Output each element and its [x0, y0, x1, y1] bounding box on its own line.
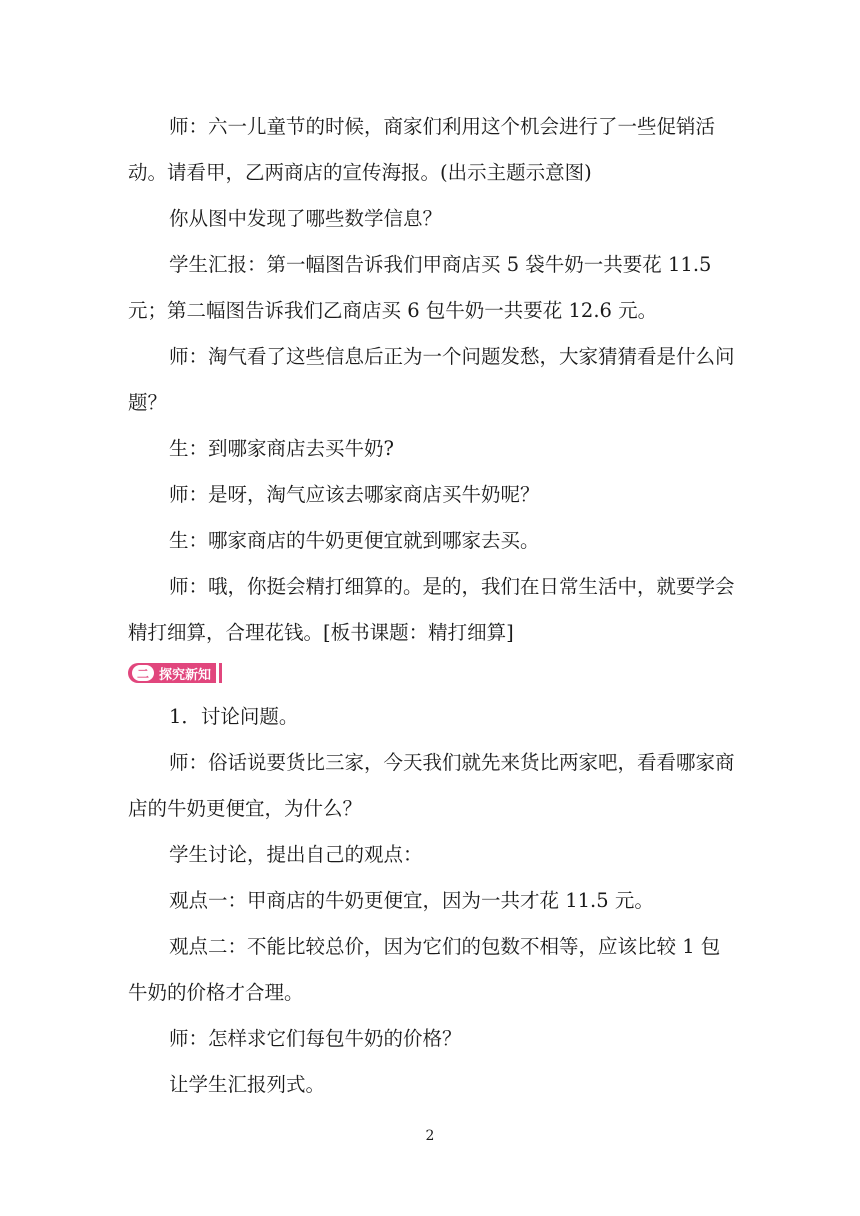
paragraph: 学生汇报：第一幅图告诉我们甲商店买 5 袋牛奶一共要花 11.5 元；第二幅图告诉我们乙商店买 6 包牛奶一共要花 12.6 元。: [128, 253, 712, 322]
section-badge: [128, 663, 216, 683]
paragraph: 1．讨论问题。: [169, 705, 299, 728]
paragraph: 师：六一儿童节的时候，商家们利用这个机会进行了一些促销活动。请看甲，乙两商店的宣传海报。(出示主题示意图): [128, 115, 716, 184]
section-heading: [128, 658, 738, 688]
paragraph: 师：淘气看了这些信息后正为一个问题发愁，大家猜猜看是什么问题？: [128, 345, 735, 414]
paragraph: 师：怎样求它们每包牛奶的价格？: [169, 1027, 462, 1050]
section-divider-bar: [219, 663, 222, 683]
paragraph: 师：俗话说要货比三家，今天我们就先来货比两家吧，看看哪家商店的牛奶更便宜，为什么？: [128, 751, 735, 820]
paragraph: 学生讨论，提出自己的观点：: [169, 843, 423, 866]
section-number: 二: [132, 665, 154, 681]
paragraph: 生：到哪家商店去买牛奶?: [169, 437, 394, 460]
document-body: [128, 104, 738, 1108]
paragraph: 师：是呀，淘气应该去哪家商店买牛奶呢？: [169, 483, 540, 506]
page-number: 2: [425, 1128, 435, 1144]
paragraph: 观点一：甲商店的牛奶更便宜，因为一共才花 11.5 元。: [169, 889, 654, 912]
paragraph: 你从图中发现了哪些数学信息？: [169, 207, 443, 230]
paragraph: 师：哦，你挺会精打细算的。是的，我们在日常生活中，就要学会精打细算，合理花钱。[板书课题：精打细算]: [128, 575, 735, 644]
section-title: 探究新知: [159, 667, 212, 683]
paragraph: 让学生汇报列式。: [169, 1073, 326, 1096]
paragraph: 生：哪家商店的牛奶更便宜就到哪家去买。: [169, 529, 540, 552]
paragraph: 观点二：不能比较总价，因为它们的包数不相等，应该比较 1 包牛奶的价格才合理。: [128, 935, 721, 1004]
